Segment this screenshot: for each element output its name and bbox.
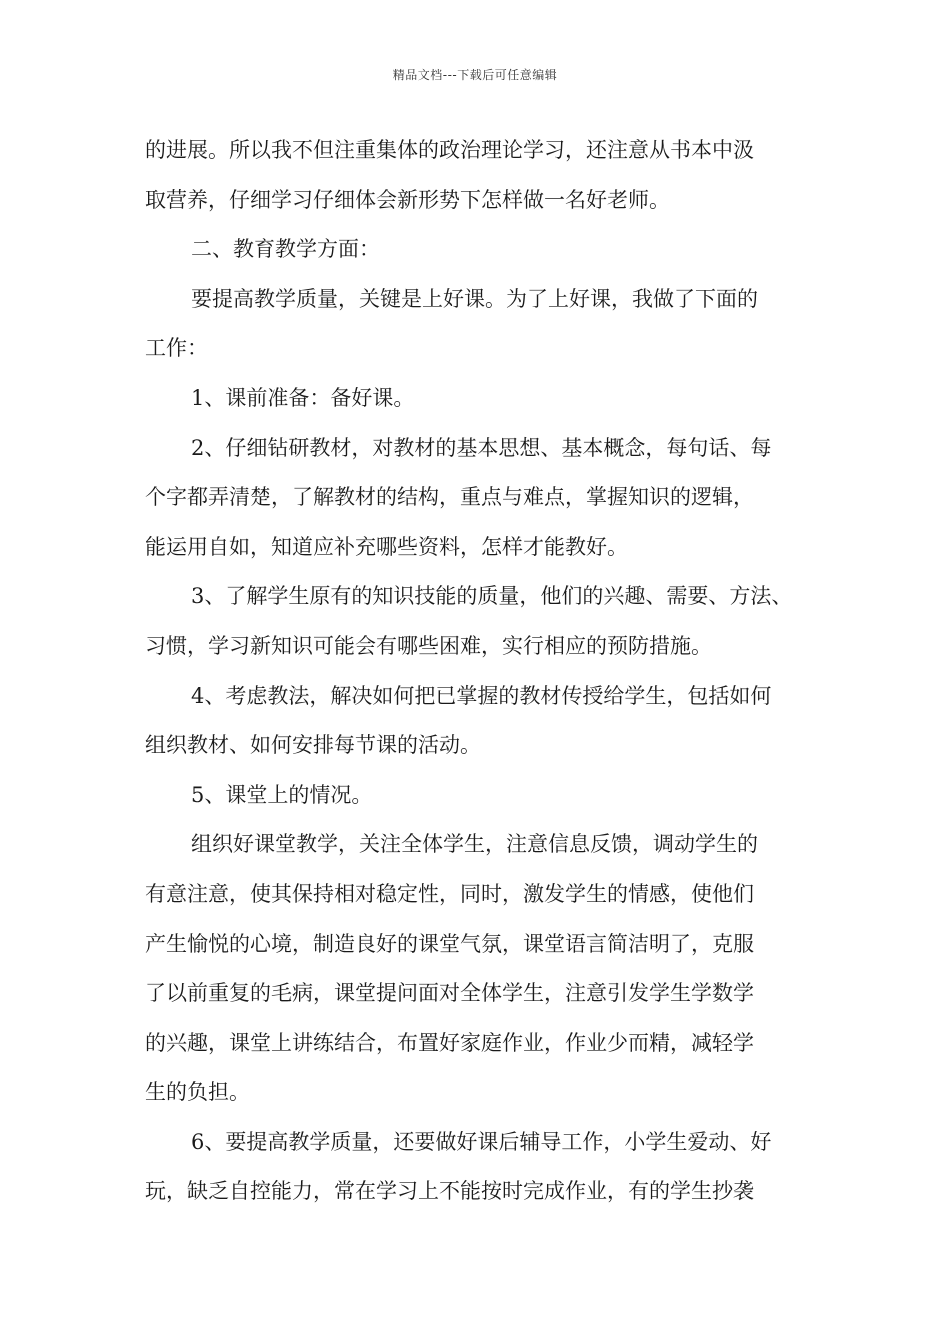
text-line: 工作： — [145, 336, 208, 361]
text-line: 6、要提高教学质量，还要做好课后辅导工作，小学生爱动、好 — [191, 1129, 772, 1154]
text-line: 个字都弄清楚，了解教材的结构，重点与难点，掌握知识的逻辑， — [145, 485, 754, 510]
text-line: 组织教材、如何安排每节课的活动。 — [145, 733, 481, 758]
text-line: 5、课堂上的情况。 — [191, 782, 373, 807]
text-line: 3、了解学生原有的知识技能的质量，他们的兴趣、需要、方法、 — [191, 584, 793, 609]
text-line: 取营养，仔细学习仔细体会新形势下怎样做一名好老师。 — [145, 187, 670, 212]
text-line: 了以前重复的毛病，课堂提问面对全体学生，注意引发学生学数学 — [145, 981, 754, 1006]
text-line: 有意注意，使其保持相对稳定性，同时，激发学生的情感，使他们 — [145, 881, 754, 906]
text-line: 要提高教学质量，关键是上好课。为了上好课，我做了下面的 — [191, 286, 758, 311]
document-body — [145, 126, 825, 1217]
text-line: 1、课前准备：备好课。 — [191, 385, 415, 410]
text-line: 组织好课堂教学，关注全体学生，注意信息反馈，调动学生的 — [191, 832, 758, 857]
text-line: 4、考虑教法，解决如何把已掌握的教材传授给学生，包括如何 — [191, 683, 772, 708]
text-line: 二、教育教学方面： — [191, 237, 380, 262]
text-line: 的进展。所以我不但注重集体的政治理论学习，还注意从书本中汲 — [145, 138, 754, 162]
text-line: 2、仔细钻研教材，对教材的基本思想、基本概念，每句话、每 — [191, 435, 772, 460]
text-line: 习惯，学习新知识可能会有哪些困难，实行相应的预防措施。 — [145, 633, 712, 658]
page-header: 精品文档---下载后可任意编辑 — [392, 68, 558, 82]
text-line: 玩，缺乏自控能力，常在学习上不能按时完成作业，有的学生抄袭 — [145, 1179, 754, 1204]
text-line: 能运用自如，知道应补充哪些资料，怎样才能教好。 — [145, 534, 628, 559]
text-line: 生的负担。 — [145, 1080, 250, 1105]
text-line: 产生愉悦的心境，制造良好的课堂气氛，课堂语言简洁明了，克服 — [145, 931, 754, 956]
text-line: 的兴趣，课堂上讲练结合，布置好家庭作业，作业少而精，减轻学 — [145, 1030, 754, 1055]
